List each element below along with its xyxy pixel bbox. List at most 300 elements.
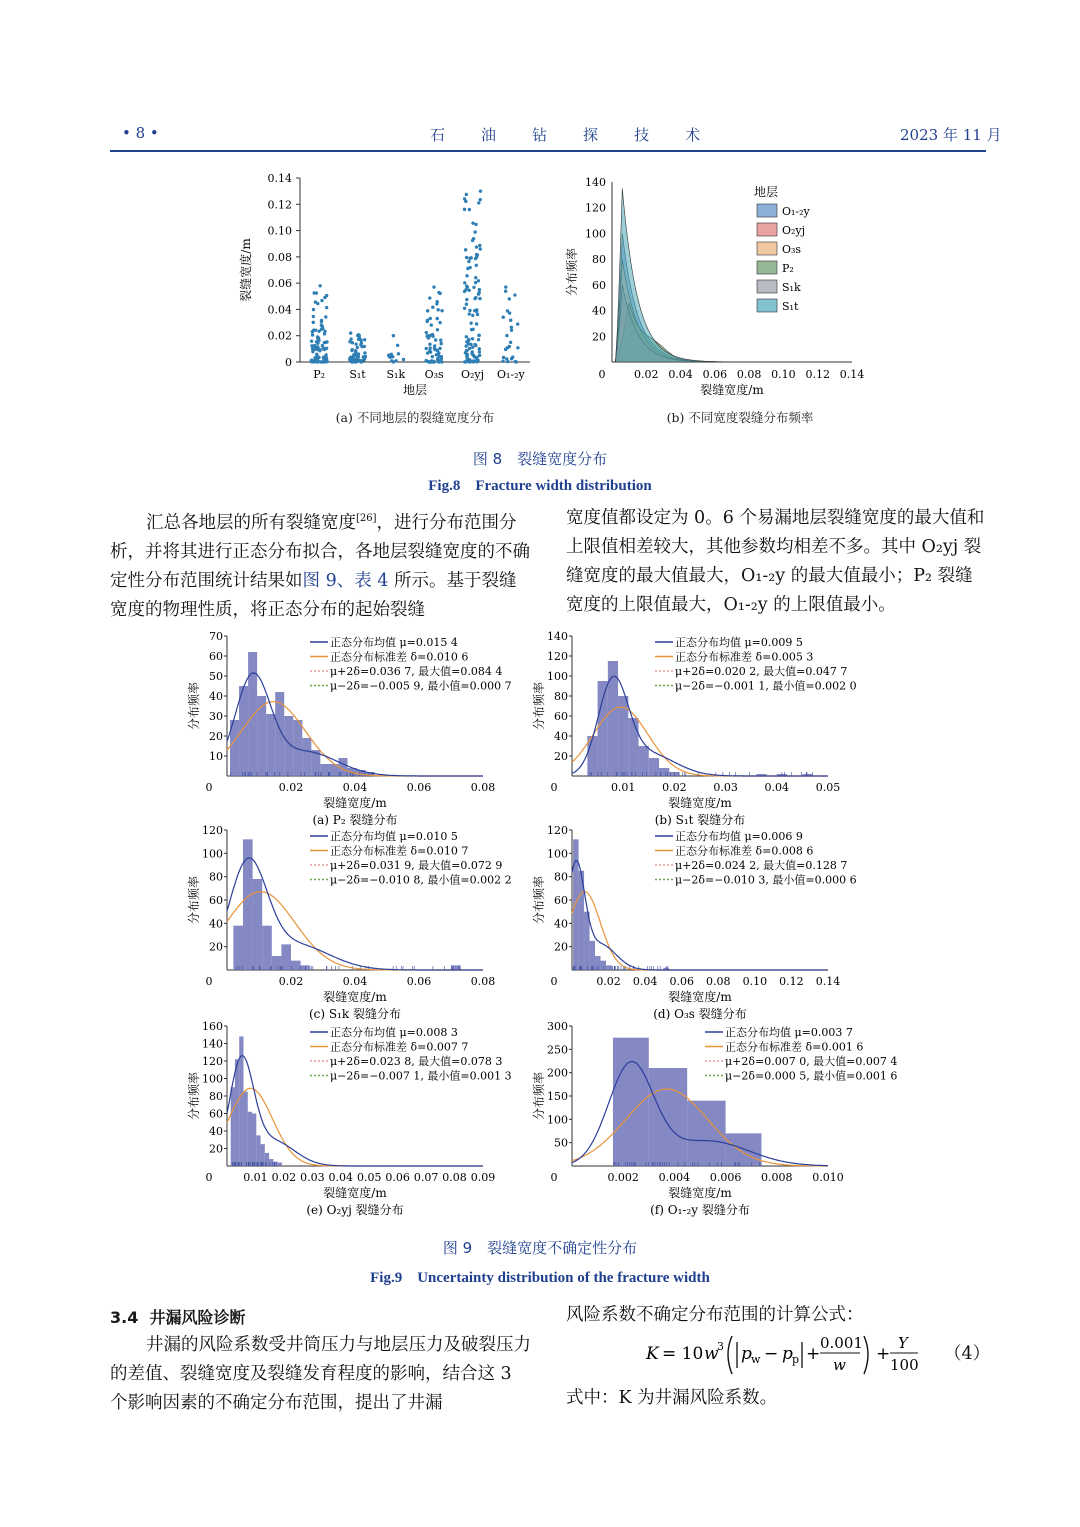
y-tick-label: 40	[209, 1125, 223, 1138]
histogram-bar	[590, 941, 595, 970]
y-tick-label: 80	[209, 1090, 223, 1103]
y-tick-label: 0.04	[267, 303, 292, 317]
y-tick-label: 0.10	[267, 224, 292, 238]
data-point	[425, 331, 428, 334]
data-point	[397, 352, 400, 355]
data-point	[311, 350, 314, 353]
legend-swatch	[757, 299, 777, 312]
x-axis-label: 地层	[402, 383, 428, 397]
data-point	[468, 266, 471, 269]
y-tick-label: 80	[209, 870, 223, 884]
data-point	[432, 285, 435, 288]
data-point	[465, 303, 468, 306]
fig8-title-cn: 图 8 裂缝宽度分布	[472, 450, 608, 468]
data-point	[321, 347, 324, 350]
data-point	[508, 311, 511, 314]
x-tick-label: 0.05	[356, 1171, 382, 1184]
y-tick-label: 30	[209, 710, 223, 723]
y-tick-label: 50	[554, 1136, 568, 1150]
x-tick-label: 0.10	[771, 368, 796, 381]
histogram-bar	[233, 926, 243, 970]
legend-label: 正态分布均值 μ=0.009 5	[675, 636, 803, 649]
x-tick-label: 0	[598, 368, 606, 381]
data-point	[354, 342, 357, 345]
data-point	[321, 344, 324, 347]
data-point	[312, 321, 315, 324]
data-point	[469, 321, 472, 324]
x-tick-label: 0.06	[702, 368, 728, 381]
data-point	[402, 358, 405, 361]
data-point	[516, 322, 519, 325]
data-point	[509, 341, 512, 344]
equation-number: （4）	[944, 1344, 991, 1364]
subfigure-caption: (f) O₁-₂y 裂缝分布	[650, 1203, 750, 1217]
data-point	[436, 300, 439, 303]
data-point	[436, 308, 439, 311]
data-point	[363, 345, 366, 348]
data-point	[471, 221, 474, 224]
data-point	[388, 355, 391, 358]
data-point	[311, 333, 314, 336]
data-point	[431, 355, 434, 358]
data-point	[510, 326, 513, 329]
subfigure-caption: (d) O₃s 裂缝分布	[653, 1007, 747, 1021]
data-point	[350, 360, 353, 363]
data-point	[465, 298, 468, 301]
data-point	[471, 346, 474, 349]
x-axis-label: 裂缝宽度/m	[668, 1186, 732, 1200]
data-point	[436, 328, 439, 331]
y-tick-label: 0.02	[267, 329, 292, 343]
data-point	[468, 208, 471, 211]
data-point	[504, 285, 507, 288]
y-tick-label: 120	[585, 201, 606, 215]
data-point	[508, 297, 511, 300]
data-point	[320, 299, 323, 302]
x-tick-label: 0	[205, 1171, 213, 1184]
x-tick-label: P₂	[313, 368, 326, 381]
data-point	[463, 307, 466, 310]
histogram-bar	[595, 956, 600, 970]
y-tick-label: 20	[592, 330, 606, 344]
data-point	[478, 297, 481, 300]
data-point	[428, 296, 431, 299]
data-point	[314, 329, 317, 332]
y-axis-label: 分布频率	[187, 875, 201, 925]
x-tick-label: O₃s	[424, 368, 444, 381]
data-point	[429, 317, 432, 320]
y-tick-label: 60	[554, 710, 568, 723]
legend-label: 正态分布标准差 δ=0.007 7	[330, 1040, 469, 1054]
y-tick-label: 100	[547, 1113, 568, 1127]
histogram-bar	[618, 696, 628, 776]
x-tick-label: S₁k	[386, 368, 406, 381]
y-tick-label: 140	[585, 176, 606, 189]
data-point	[359, 360, 362, 363]
x-tick-label: 0.14	[839, 368, 865, 381]
x-tick-label: 0.03	[300, 1171, 325, 1184]
data-point	[468, 289, 471, 292]
x-tick-label: 0.02	[278, 975, 304, 988]
y-tick-label: 100	[585, 227, 606, 241]
x-tick-label: 0.02	[271, 1171, 297, 1184]
data-point	[463, 281, 466, 284]
data-point	[349, 356, 352, 359]
y-tick-label: 60	[209, 650, 223, 663]
legend-swatch	[757, 223, 777, 236]
histogram-bar	[239, 686, 248, 776]
svg-text:+: +	[876, 1344, 891, 1364]
fig9e-histogram	[180, 1016, 520, 1216]
legend-swatch	[757, 261, 777, 274]
x-tick-label: 0.06	[669, 975, 694, 988]
y-tick-label: 80	[592, 253, 606, 267]
legend-label: μ+2δ=0.023 8, 最大值=0.078 3	[330, 1055, 503, 1068]
data-point	[478, 347, 481, 350]
data-point	[354, 351, 357, 354]
x-tick-label: 0.006	[709, 1171, 742, 1184]
svg-text:w: w	[751, 1353, 761, 1366]
svg-text:0.001: 0.001	[820, 1334, 863, 1352]
data-point	[475, 322, 478, 325]
fig9c-histogram	[180, 820, 520, 1020]
x-axis-label: 裂缝宽度/m	[668, 796, 732, 810]
data-point	[474, 281, 477, 284]
data-point	[504, 290, 507, 293]
data-point	[316, 348, 319, 351]
data-point	[505, 357, 508, 360]
data-point	[475, 245, 478, 248]
x-tick-label: 0.08	[442, 1171, 467, 1184]
legend-label: S₁k	[782, 281, 801, 294]
y-tick-label: 200	[547, 1066, 568, 1080]
y-axis-label: 裂缝宽度/m	[239, 238, 253, 302]
svg-text:p: p	[782, 1344, 793, 1364]
y-tick-label: 20	[554, 750, 568, 763]
x-axis-label: 裂缝宽度/m	[323, 796, 387, 810]
svg-text:w: w	[704, 1344, 719, 1364]
data-point	[358, 334, 361, 337]
x-tick-label: 0	[550, 781, 558, 794]
data-point	[471, 352, 474, 355]
y-tick-label: 70	[209, 630, 223, 643]
y-tick-label: 100	[547, 847, 568, 861]
data-point	[434, 338, 437, 341]
paragraph-left-2: 井漏的风险系数受井筒压力与地层压力及破裂压力的差值、裂缝宽度及裂缝发育程度的影响，结合这 3 个影响因素的不确定分布范围，提出了井漏	[110, 1335, 531, 1413]
histogram-bar	[257, 696, 266, 776]
svg-text:+: +	[806, 1344, 821, 1364]
data-point	[426, 309, 429, 312]
histogram-bar	[601, 961, 606, 970]
svg-text:= 10: = 10	[662, 1344, 704, 1364]
x-tick-label: 0.004	[658, 1171, 691, 1184]
y-tick-label: 250	[547, 1043, 568, 1057]
y-tick-label: 140	[202, 1037, 223, 1051]
y-tick-label: 50	[209, 670, 223, 683]
y-tick-label: 120	[547, 824, 568, 837]
data-point	[396, 344, 399, 347]
legend-label: O₃s	[782, 243, 802, 256]
data-point	[314, 358, 317, 361]
legend-swatch	[757, 242, 777, 255]
y-tick-label: 100	[202, 1072, 223, 1086]
data-point	[472, 286, 475, 289]
data-point	[318, 284, 321, 287]
y-tick-label: 0.06	[267, 277, 292, 291]
y-tick-label: 160	[202, 1020, 223, 1033]
svg-text:w: w	[833, 1356, 846, 1374]
data-point	[478, 354, 481, 357]
data-point	[363, 351, 366, 354]
data-point	[514, 360, 517, 363]
legend-label: 正态分布标准差 δ=0.001 6	[725, 1040, 864, 1054]
legend-label: μ−2δ=−0.005 9, 最小值=0.000 7	[330, 679, 512, 693]
legend-label: 正态分布标准差 δ=0.008 6	[675, 844, 814, 858]
histogram-bar	[291, 961, 301, 970]
x-tick-label: O₂yj	[460, 368, 485, 381]
y-tick-label: 120	[547, 650, 568, 663]
data-point	[431, 306, 434, 309]
x-tick-label: 0.04	[668, 368, 693, 381]
y-tick-label: 40	[554, 730, 568, 743]
data-point	[312, 315, 315, 318]
data-point	[440, 342, 443, 345]
x-tick-label: 0.12	[805, 368, 830, 381]
histogram-bar	[252, 1114, 256, 1167]
legend-label: 正态分布均值 μ=0.008 3	[330, 1026, 458, 1039]
x-tick-label: 0.08	[470, 781, 496, 794]
x-tick-label: 0.02	[278, 781, 304, 794]
y-tick-label: 80	[554, 870, 568, 884]
legend-label: O₂yj	[782, 224, 806, 237]
data-point	[323, 296, 326, 299]
data-point	[463, 208, 466, 211]
data-point	[312, 308, 315, 311]
svg-text:Y: Y	[898, 1334, 908, 1352]
y-axis-label: 分布频率	[532, 875, 546, 925]
data-point	[317, 330, 320, 333]
svg-text:100: 100	[890, 1356, 919, 1374]
data-point	[426, 319, 429, 322]
data-point	[426, 351, 429, 354]
data-point	[432, 360, 435, 363]
legend-label: μ+2δ=0.031 9, 最大值=0.072 9	[330, 859, 503, 872]
data-point	[317, 337, 320, 340]
x-tick-label: 0.05	[815, 781, 841, 794]
data-point	[479, 189, 482, 192]
svg-text:3: 3	[717, 1340, 724, 1353]
histogram-bar	[272, 956, 282, 970]
legend-label: μ−2δ=−0.001 1, 最小值=0.002 0	[675, 679, 857, 693]
y-tick-label: 0	[285, 356, 292, 369]
x-axis-label: 裂缝宽度/m	[323, 990, 387, 1004]
data-point	[475, 356, 478, 359]
data-point	[349, 331, 352, 334]
y-tick-label: 300	[547, 1020, 568, 1033]
histogram-bar	[266, 714, 275, 776]
data-point	[325, 340, 328, 343]
data-point	[471, 314, 474, 317]
x-tick-label: 0.10	[742, 975, 768, 988]
data-point	[465, 274, 468, 277]
x-tick-label: S₁t	[349, 368, 366, 381]
legend-swatch	[757, 280, 777, 293]
x-tick-label: 0.02	[662, 781, 687, 794]
data-point	[474, 223, 477, 226]
data-point	[325, 306, 328, 309]
histogram-bar	[273, 1162, 277, 1166]
subfigure-caption: (b) S₁t 裂缝分布	[654, 813, 746, 827]
data-point	[363, 338, 366, 341]
data-point	[425, 347, 428, 350]
x-tick-label: 0.010	[812, 1171, 844, 1184]
subfigure-caption: (a) P₂ 裂缝分布	[312, 813, 398, 827]
data-point	[473, 230, 476, 233]
data-point	[477, 338, 480, 341]
histogram-bar	[262, 926, 272, 970]
fig8-title-en: Fig.8 Fracture width distribution	[428, 478, 652, 494]
histogram-bar	[281, 944, 291, 970]
issue-date: 2023 年 11 月	[900, 126, 1002, 144]
fig9-title-en: Fig.9 Uncertainty distribution of the fracture width	[370, 1270, 710, 1286]
fig9b-histogram	[525, 626, 865, 826]
data-point	[477, 201, 480, 204]
data-point	[506, 346, 509, 349]
data-point	[502, 315, 505, 318]
histogram-bar	[243, 1092, 247, 1166]
legend-label: S₁t	[782, 300, 799, 313]
histogram-bar	[278, 1163, 282, 1167]
equation-4	[640, 1328, 920, 1380]
data-point	[429, 350, 432, 353]
fig9a-histogram	[180, 626, 520, 826]
y-axis-label: 分布频率	[187, 681, 201, 731]
histogram-bar	[301, 965, 311, 970]
header-rule	[110, 150, 986, 152]
data-point	[427, 360, 430, 363]
legend-label: 正态分布标准差 δ=0.010 6	[330, 650, 469, 664]
y-tick-label: 150	[547, 1090, 568, 1103]
data-point	[501, 360, 504, 363]
normal-fit-curve	[572, 892, 828, 970]
data-point	[438, 321, 441, 324]
data-point	[310, 339, 313, 342]
y-axis-label: 分布频率	[532, 1071, 546, 1121]
histogram-bar	[606, 965, 611, 970]
y-tick-label: 40	[592, 304, 606, 318]
paragraph-right-2-intro: 风险系数不确定分布范围的计算公式：	[566, 1305, 864, 1325]
y-tick-label: 100	[547, 670, 568, 683]
subfigure-caption: (e) O₂yj 裂缝分布	[306, 1203, 404, 1217]
data-point	[356, 346, 359, 349]
y-tick-label: 20	[554, 940, 568, 954]
histogram-bar	[726, 1133, 762, 1166]
x-axis-label: 裂缝宽度/m	[700, 383, 764, 397]
data-point	[463, 290, 466, 293]
histogram-bar	[649, 758, 659, 776]
y-tick-label: 20	[209, 730, 223, 743]
x-tick-label: 0	[205, 781, 213, 794]
data-point	[440, 309, 443, 312]
x-tick-label: 0.01	[610, 781, 636, 794]
y-tick-label: 80	[554, 690, 568, 703]
svg-text:p: p	[741, 1344, 752, 1364]
data-point	[475, 359, 478, 362]
data-point	[320, 320, 323, 323]
histogram-bar	[231, 1087, 235, 1166]
x-tick-label: 0.04	[342, 975, 368, 988]
data-point	[516, 346, 519, 349]
data-point	[505, 334, 508, 337]
legend-label: O₁-₂y	[782, 205, 810, 218]
fig8b-density-chart	[560, 170, 880, 410]
legend-title: 地层	[754, 185, 779, 199]
data-point	[464, 200, 467, 203]
density-area-5	[615, 188, 732, 362]
data-point	[325, 347, 328, 350]
y-tick-label: 40	[209, 690, 223, 703]
fig9d-histogram	[525, 820, 865, 1020]
data-point	[473, 343, 476, 346]
x-tick-label: 0.02	[634, 368, 659, 381]
data-point	[464, 248, 467, 251]
data-point	[474, 276, 477, 279]
y-tick-label: 0.14	[267, 172, 292, 185]
data-point	[360, 341, 363, 344]
histogram-bar	[649, 1068, 687, 1166]
legend-label: 正态分布均值 μ=0.003 7	[725, 1026, 853, 1039]
histogram-bar	[320, 764, 329, 776]
legend-label: μ−2δ=−0.007 1, 最小值=0.001 3	[330, 1069, 512, 1083]
x-tick-label: 0.04	[328, 1171, 354, 1184]
data-point	[319, 360, 322, 363]
y-tick-label: 20	[209, 940, 223, 954]
data-point	[437, 291, 440, 294]
x-tick-label: 0.03	[713, 781, 738, 794]
legend-label: μ−2δ=−0.010 8, 最小值=0.002 2	[330, 873, 512, 887]
x-tick-label: 0.02	[596, 975, 621, 988]
x-tick-label: 0	[550, 975, 558, 988]
data-point	[348, 340, 351, 343]
data-point	[430, 323, 433, 326]
x-tick-label: 0.08	[706, 975, 731, 988]
section-heading: 3.4 井漏风险诊断	[110, 1308, 246, 1327]
legend-label: 正态分布标准差 δ=0.005 3	[675, 650, 814, 664]
x-tick-label: 0.08	[470, 975, 496, 988]
x-tick-label: 0.002	[607, 1171, 639, 1184]
legend-swatch	[757, 204, 777, 217]
x-tick-label: O₁-₂y	[496, 368, 525, 381]
fig9-title-cn: 图 9 裂缝宽度不确定性分布	[442, 1239, 638, 1257]
paragraph-right-1: 宽度值都设定为 0。6 个易漏地层裂缝宽度的最大值和上限值相差较大，其他参数均相差不多。其中 O₂yj 裂缝宽度的最大值最大，O₁-₂y 的最大值最小；P₂ 裂缝宽度的上限值最大，O₁-₂y 的上限值最小。	[566, 508, 985, 615]
legend-label: μ−2δ=0.000 5, 最小值=0.001 6	[725, 1069, 898, 1083]
legend-label: P₂	[782, 262, 794, 275]
data-point	[465, 335, 468, 338]
data-point	[440, 360, 443, 363]
x-tick-label: 0.06	[406, 975, 432, 988]
y-tick-label: 40	[209, 917, 223, 931]
data-point	[465, 193, 468, 196]
data-point	[474, 257, 477, 260]
data-point	[324, 353, 327, 356]
data-point	[465, 284, 468, 287]
y-axis-label: 分布频率	[565, 247, 579, 297]
x-tick-label: 0.08	[736, 368, 762, 381]
data-point	[474, 296, 477, 299]
data-point	[324, 360, 327, 363]
data-point	[362, 355, 365, 358]
y-axis-label: 分布频率	[532, 681, 546, 731]
